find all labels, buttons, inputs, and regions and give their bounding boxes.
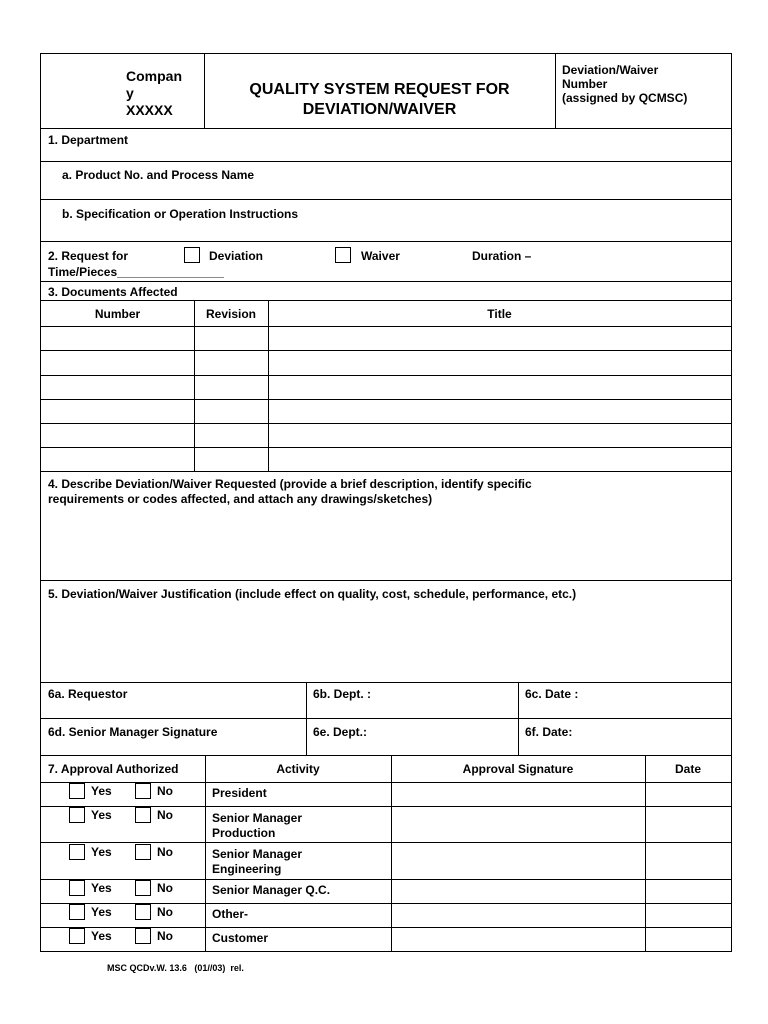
no-label: No <box>157 784 173 798</box>
describe-deviation-label: 4. Describe Deviation/Waiver Requested (provide a brief description, identify specific requirements or codes affected, and attach any drawings/sketches) <box>48 477 532 506</box>
no-label: No <box>157 905 173 919</box>
no-checkbox[interactable] <box>135 807 151 823</box>
approver-name: Other- <box>212 907 248 921</box>
yes-checkbox[interactable] <box>69 880 85 896</box>
requestor-field[interactable]: 6a. Requestor <box>48 687 128 701</box>
dept-e-field[interactable]: 6e. Dept.: <box>313 725 368 739</box>
approval-authorized-label: 7. Approval Authorized <box>48 762 179 776</box>
deviation-checkbox[interactable] <box>184 247 200 263</box>
activity-column-header: Activity <box>276 762 320 776</box>
date-column-header: Date <box>674 762 701 776</box>
no-checkbox[interactable] <box>135 880 151 896</box>
yes-label: Yes <box>91 845 112 859</box>
yes-checkbox[interactable] <box>69 783 85 799</box>
time-pieces-field[interactable]: Time/Pieces________________ <box>48 265 224 279</box>
documents-affected-label: 3. Documents Affected <box>48 285 178 299</box>
revision-column-header: Revision <box>205 307 256 321</box>
number-column-header: Number <box>94 307 141 321</box>
yes-label: Yes <box>91 929 112 943</box>
no-label: No <box>157 929 173 943</box>
date-c-field[interactable]: 6c. Date : <box>525 687 579 701</box>
justification-label: 5. Deviation/Waiver Justification (include effect on quality, cost, schedule, performance, etc.) <box>48 587 577 601</box>
approver-name: Senior Manager Production <box>212 811 303 840</box>
yes-label: Yes <box>91 905 112 919</box>
approval-signature-column-header: Approval Signature <box>462 762 574 776</box>
waiver-checkbox[interactable] <box>335 247 351 263</box>
waiver-label: Waiver <box>361 249 400 263</box>
no-label: No <box>157 845 173 859</box>
yes-checkbox[interactable] <box>69 928 85 944</box>
form-title: QUALITY SYSTEM REQUEST FOR DEVIATION/WAIVER <box>249 81 510 118</box>
form-frame <box>40 53 732 952</box>
no-label: No <box>157 808 173 822</box>
deviation-number-label: Deviation/Waiver Number (assigned by QCMSC) <box>562 63 688 105</box>
department-label: 1. Department <box>48 133 129 147</box>
yes-checkbox[interactable] <box>69 904 85 920</box>
deviation-label: Deviation <box>209 249 264 263</box>
specification-label: b. Specification or Operation Instructions <box>62 207 299 221</box>
form-footer: MSC QCDv.W. 13.6 (01//03) rel. <box>107 963 244 973</box>
senior-signature-field[interactable]: 6d. Senior Manager Signature <box>48 725 218 739</box>
product-label: a. Product No. and Process Name <box>62 168 255 182</box>
approver-name: President <box>212 786 267 800</box>
date-f-field[interactable]: 6f. Date: <box>525 725 573 739</box>
yes-label: Yes <box>91 881 112 895</box>
approver-name: Senior Manager Q.C. <box>212 883 331 897</box>
yes-checkbox[interactable] <box>69 807 85 823</box>
no-checkbox[interactable] <box>135 783 151 799</box>
dept-b-field[interactable]: 6b. Dept. : <box>313 687 372 701</box>
yes-checkbox[interactable] <box>69 844 85 860</box>
no-checkbox[interactable] <box>135 844 151 860</box>
title-column-header: Title <box>487 307 512 321</box>
yes-label: Yes <box>91 808 112 822</box>
request-for-label: 2. Request for <box>48 249 129 263</box>
no-checkbox[interactable] <box>135 928 151 944</box>
company-name: Compan y XXXXX <box>126 68 182 118</box>
no-checkbox[interactable] <box>135 904 151 920</box>
duration-label: Duration – <box>472 249 532 263</box>
approver-name: Customer <box>212 931 269 945</box>
yes-label: Yes <box>91 784 112 798</box>
approver-name: Senior Manager Engineering <box>212 847 303 876</box>
no-label: No <box>157 881 173 895</box>
